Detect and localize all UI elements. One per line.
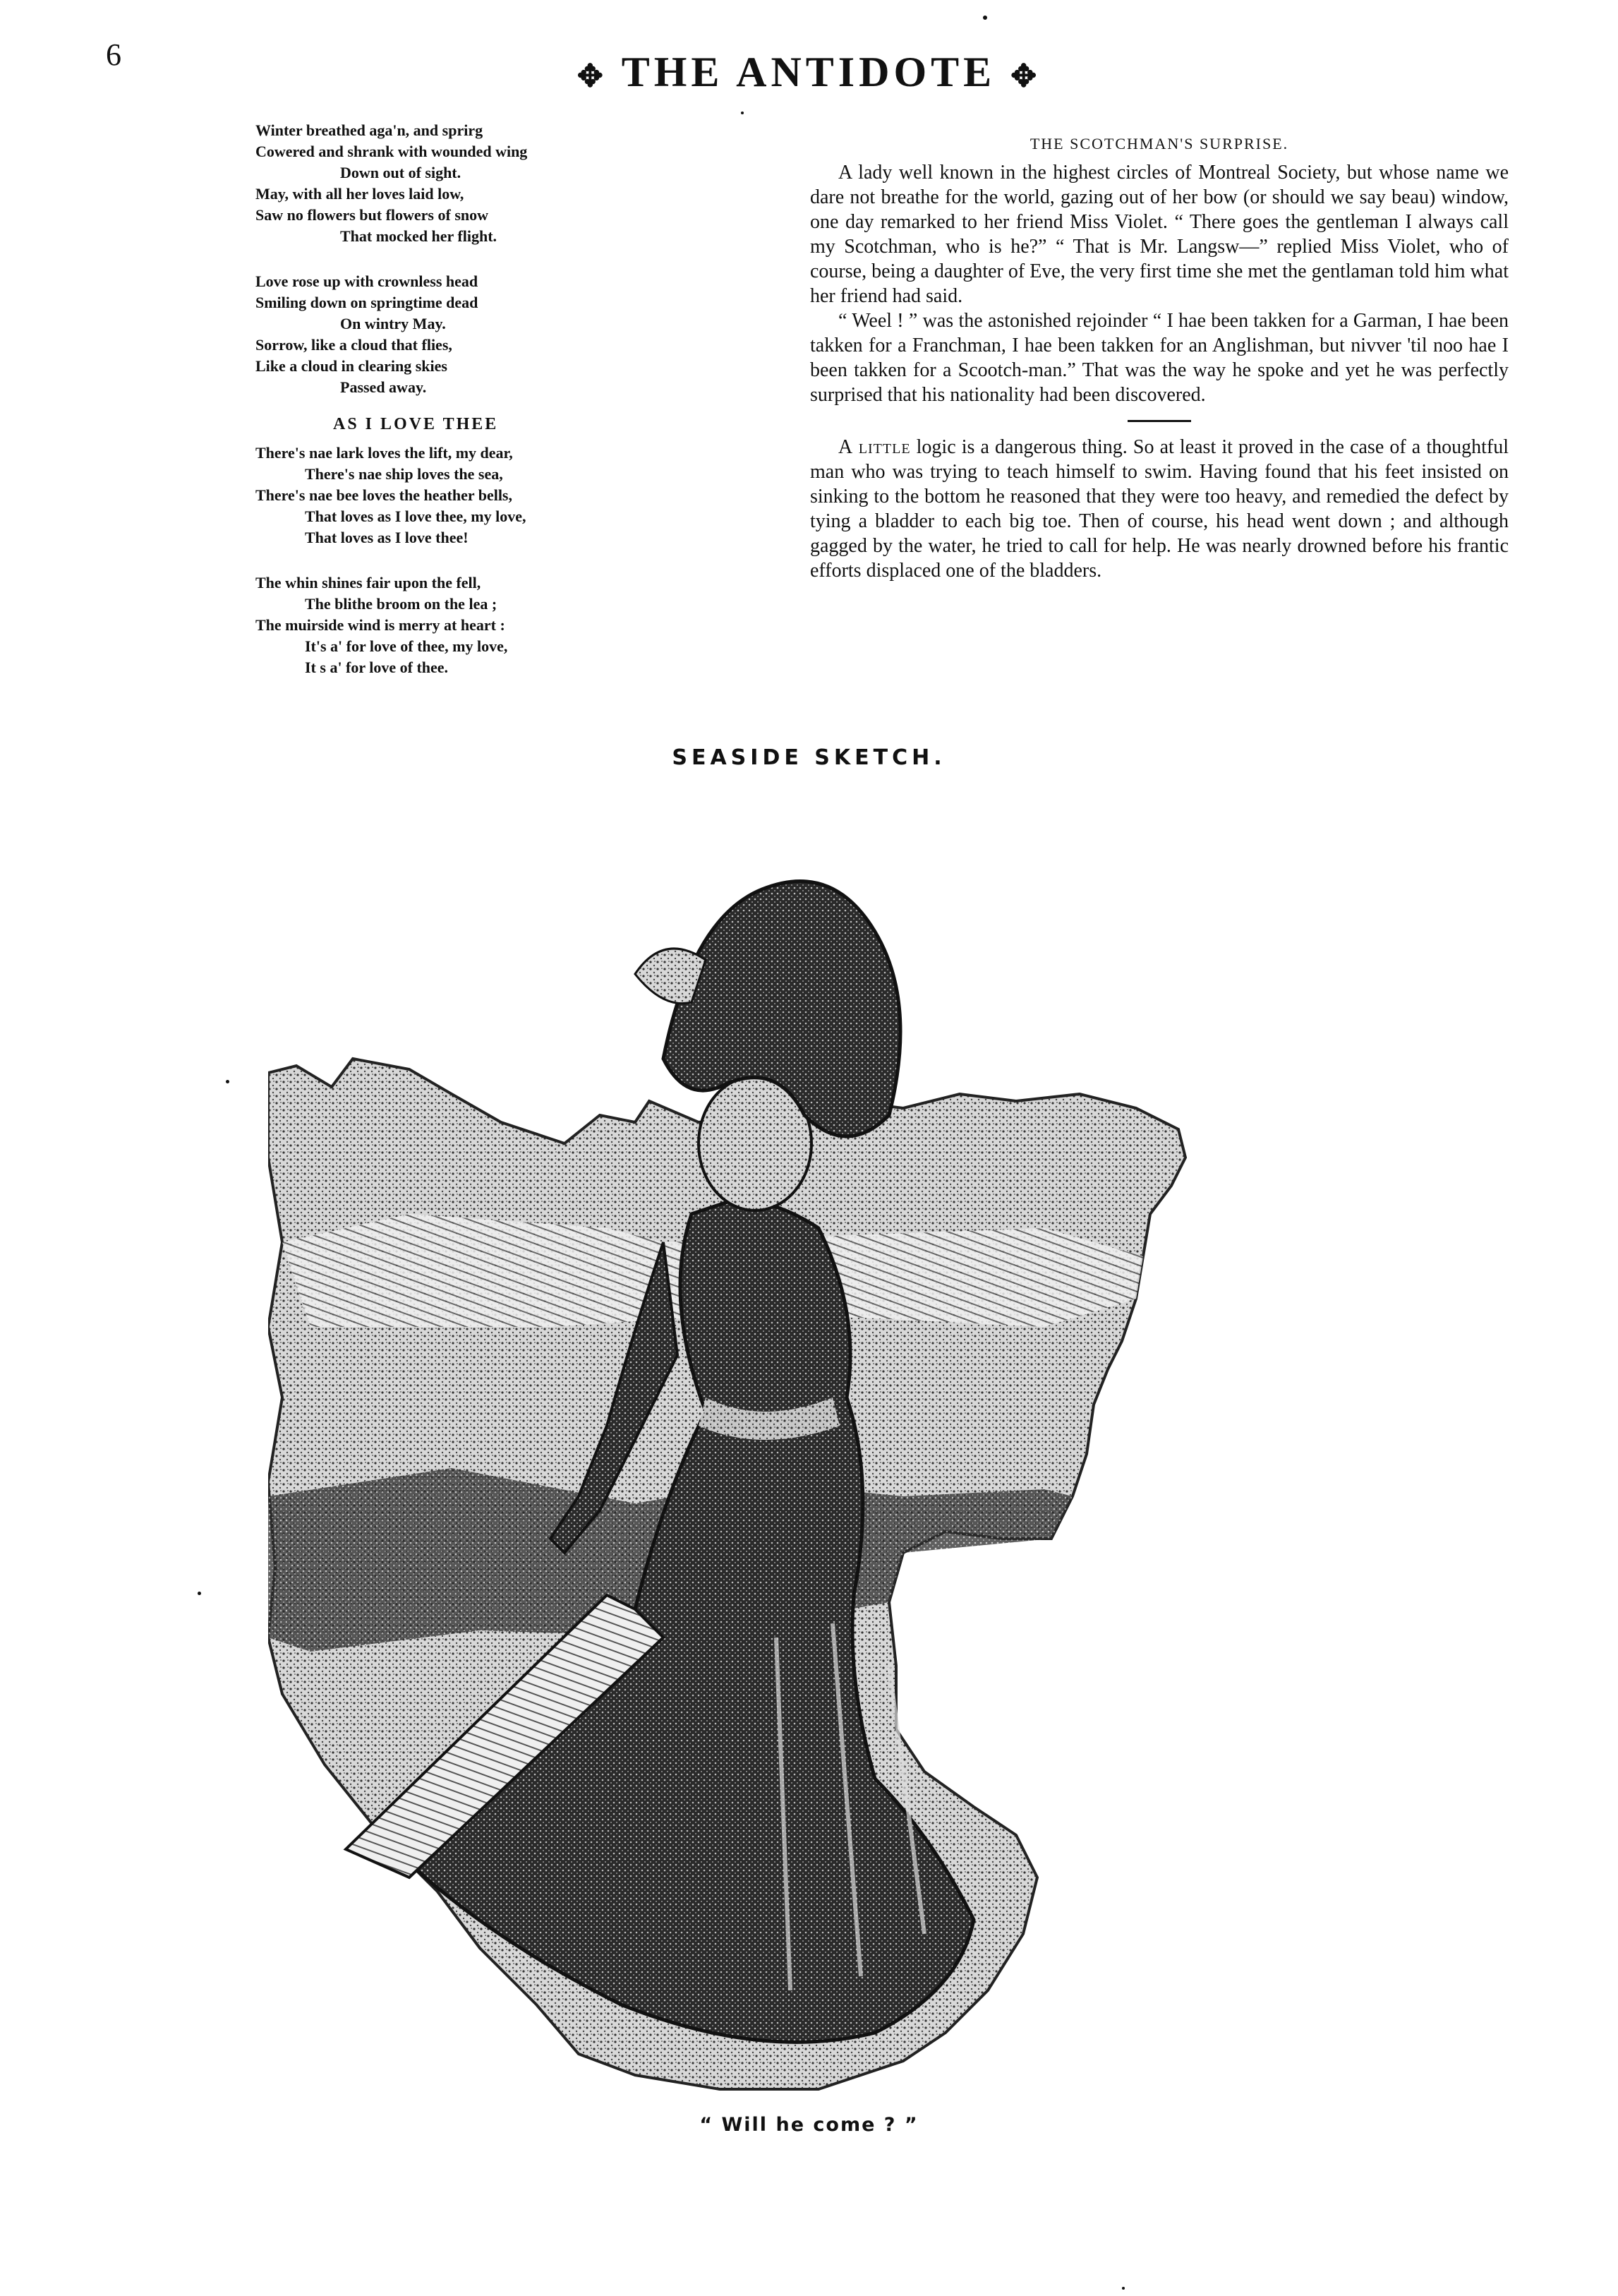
article-paragraph: “ Weel ! ” was the astonished rejoinder “ I hae been takken for a Garman, I hae been takken for a Franchman, I hae been takken for an Anglishman, but nivver 'til noo hae I been takken for a Scootch-man.” That was the way he spoke and yet he was perfectly surprised that his nationality had been discovered. <box>810 310 1509 406</box>
poem-column <box>255 120 622 702</box>
poem-stanza-3 <box>255 443 622 548</box>
masthead-ornament-left: ✥ <box>576 59 608 94</box>
print-speck <box>198 1592 201 1595</box>
poem-line: Down out of sight. <box>340 164 461 181</box>
masthead-title: THE ANTIDOTE <box>621 49 996 95</box>
poem-line: Love rose up with crownless head <box>255 272 478 290</box>
poem-stanza-2 <box>255 271 622 398</box>
poem-line: The muirside wind is merry at heart : <box>255 616 505 634</box>
page-number: 6 <box>106 37 121 72</box>
article-paragraph: A lady well known in the highest circles of Montreal Society, but whose name we dare not breathe for the world, gazing out of her bow (or should we say beau) window, one day remarked to her friend Miss Violet. “ There goes the gentleman I always call my Scotchman, who is he?” “ That is Mr. Langsw—” replied Miss Violet, who of course, being a daughter of Eve, the very first time she met the gentlaman told him what her friend had said. <box>810 162 1509 307</box>
poem-line: Smiling down on springtime dead <box>255 294 478 311</box>
masthead <box>0 48 1618 97</box>
anecdote-paragraph <box>810 435 1509 583</box>
poem-line: There's nae ship loves the sea, <box>305 465 503 483</box>
poem-line: The whin shines fair upon the fell, <box>255 574 481 591</box>
anecdote-lead: A little <box>838 436 911 458</box>
poem-line: Sorrow, like a cloud that flies, <box>255 336 452 354</box>
poem-line: It s a' for love of thee. <box>305 659 449 676</box>
sketch-title: SEASIDE SKETCH. <box>672 745 946 770</box>
poem-line: That loves as I love thee! <box>305 529 469 546</box>
article-column <box>810 131 1509 583</box>
section-divider <box>1128 420 1191 422</box>
poem-line: That loves as I love thee, my love, <box>305 507 526 525</box>
poem-stanza-4 <box>255 572 622 678</box>
poem-line: May, with all her loves laid low, <box>255 185 464 203</box>
poem-line: That mocked her flight. <box>340 227 497 245</box>
poem-line: Like a cloud in clearing skies <box>255 357 447 375</box>
poem-line: It's a' for love of thee, my love, <box>305 637 508 655</box>
poem-line: There's nae lark loves the lift, my dear, <box>255 444 513 462</box>
poem-line: Winter breathed aga'n, and sprirg <box>255 121 483 139</box>
poem-line: There's nae bee loves the heather bells, <box>255 486 512 504</box>
print-speck <box>983 16 987 20</box>
seaside-sketch-illustration <box>268 791 1327 2103</box>
anecdote-text: logic is a dangerous thing. So at least it proved in the case of a thoughtful man who was trying to teach himself to swim. Having found that his feet insisted on sinking to the bottom he reasoned that they were too heavy, and remedied the defect by tying a bladder to each big toe. Then of course, his head went down ; and although gagged by the water, he tried to call for help. He was nearly drowned before his frantic efforts displaced one of the bladders. <box>810 436 1509 582</box>
poem-line: On wintry May. <box>340 315 446 332</box>
sketch-caption: “ Will he come ? ” <box>699 2114 919 2136</box>
print-speck <box>226 1080 229 1083</box>
article-title: THE SCOTCHMAN'S SURPRISE. <box>1030 135 1289 152</box>
poem-line: The blithe broom on the lea ; <box>305 595 497 613</box>
poem-line: Passed away. <box>340 378 427 396</box>
poem-stanza-1 <box>255 120 622 247</box>
poem-line: Cowered and shrank with wounded wing <box>255 143 528 160</box>
print-speck <box>741 112 744 114</box>
poem-line: Saw no flowers but flowers of snow <box>255 206 488 224</box>
print-speck <box>1122 2287 1125 2290</box>
masthead-ornament-right: ✥ <box>1010 59 1042 94</box>
poem-title: AS I LOVE THEE <box>333 415 499 433</box>
